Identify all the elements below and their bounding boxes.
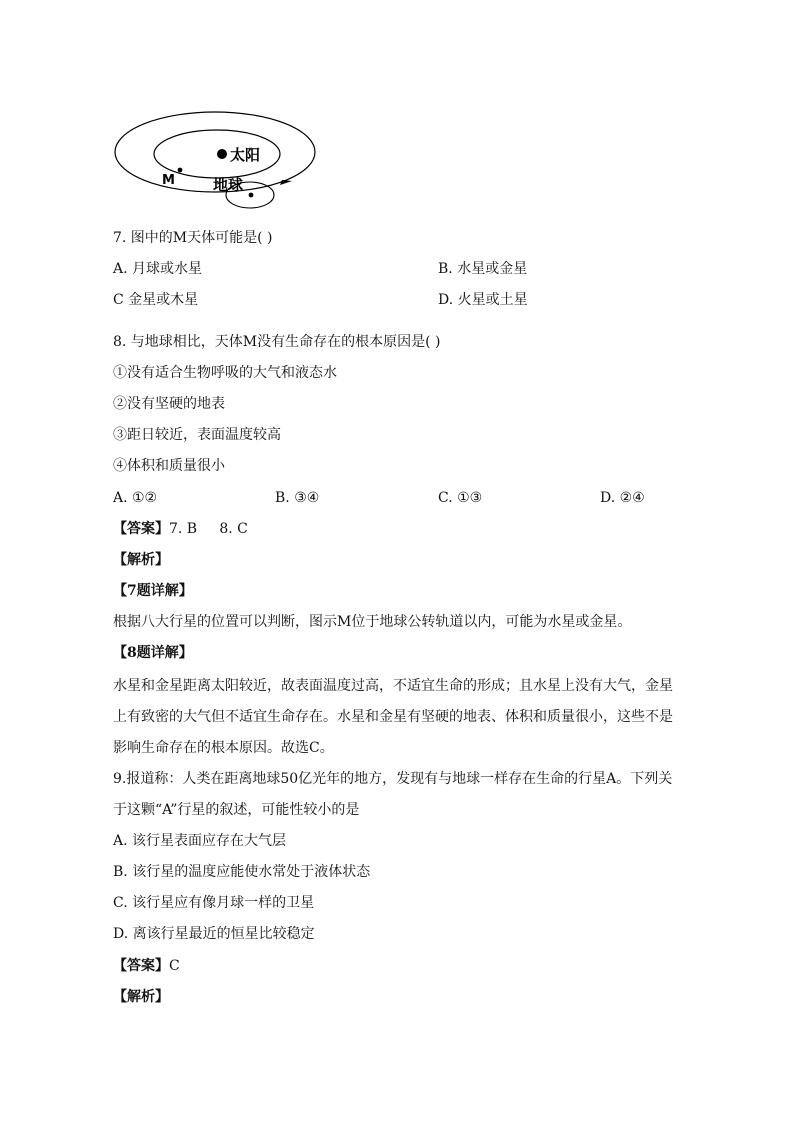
detail-7-text: 根据八大行星的位置可以判断，图示M位于地球公转轨道以内，可能为水星或金星。: [113, 614, 632, 630]
planet-m-dot: [178, 168, 183, 173]
q8-item-3: ③距日较近，表面温度较高: [113, 427, 281, 443]
detail-8-line-3: 影响生命存在的根本原因。故选C。: [113, 740, 334, 756]
q9-option-c: C. 该行星应有像月球一样的卫星: [113, 895, 315, 911]
detail-8-line-2: 上有致密的大气但不适宜生命存在。水星和金星有坚硬的地表、体积和质量很小，这些不是: [113, 709, 673, 725]
q9-option-d: D. 离该行星最近的恒星比较稳定: [113, 926, 315, 942]
m-label: M: [162, 173, 175, 188]
answer-9-tag: 【答案】: [113, 958, 169, 974]
detail-8-line-1: 水星和金星距离太阳较近，故表面温度过高，不适宜生命的形成；且水星上没有大气，金星: [113, 678, 673, 694]
sun-label: 太阳: [230, 146, 261, 164]
sun-dot: [217, 149, 227, 159]
q9-stem-line-1: 9.报道称：人类在距离地球50亿光年的地方，发现有与地球一样存在生命的行星A。下列关: [113, 771, 673, 787]
q7-option-a: A. 月球或水星: [113, 261, 203, 277]
answer-7-8: [113, 519, 248, 539]
earth-dot: [249, 193, 254, 198]
q8-option-d: D. ②④: [600, 490, 645, 506]
q9-option-a: A. 该行星表面应存在大气层: [113, 833, 287, 849]
q7-option-d: D. 火星或土星: [438, 292, 528, 308]
q7-option-b: B. 水星或金星: [438, 261, 528, 277]
detail-7-tag: 【7题详解】: [113, 583, 193, 599]
analysis-label: 【解析】: [113, 552, 169, 568]
answer-text: 7. B 8. C: [169, 521, 248, 537]
earth-label: 地球: [213, 176, 244, 194]
answer-tag: 【答案】: [113, 521, 169, 537]
q8-item-4: ④体积和质量很小: [113, 458, 225, 474]
detail-8-tag: 【8题详解】: [113, 645, 193, 661]
analysis-label-2: 【解析】: [113, 989, 169, 1005]
q7-stem: 7. 图中的M天体可能是( ): [113, 230, 273, 246]
q8-item-2: ②没有坚硬的地表: [113, 396, 225, 412]
q8-stem: 8. 与地球相比，天体M没有生命存在的根本原因是( ): [113, 334, 441, 350]
orbit-diagram: [110, 108, 340, 218]
q8-option-a: A. ①②: [113, 490, 158, 506]
answer-9-text: C: [169, 958, 180, 974]
answer-9: [113, 956, 180, 976]
orbit-arrow: [280, 180, 292, 185]
q9-stem-line-2: 于这颗“A”行星的叙述，可能性较小的是: [113, 802, 360, 818]
q8-option-c: C. ①③: [438, 490, 483, 506]
q7-option-c: C 金星或木星: [113, 292, 199, 308]
q8-item-1: ①没有适合生物呼吸的大气和液态水: [113, 365, 337, 381]
q8-option-b: B. ③④: [275, 490, 320, 506]
q9-option-b: B. 该行星的温度应能使水常处于液体状态: [113, 864, 371, 880]
